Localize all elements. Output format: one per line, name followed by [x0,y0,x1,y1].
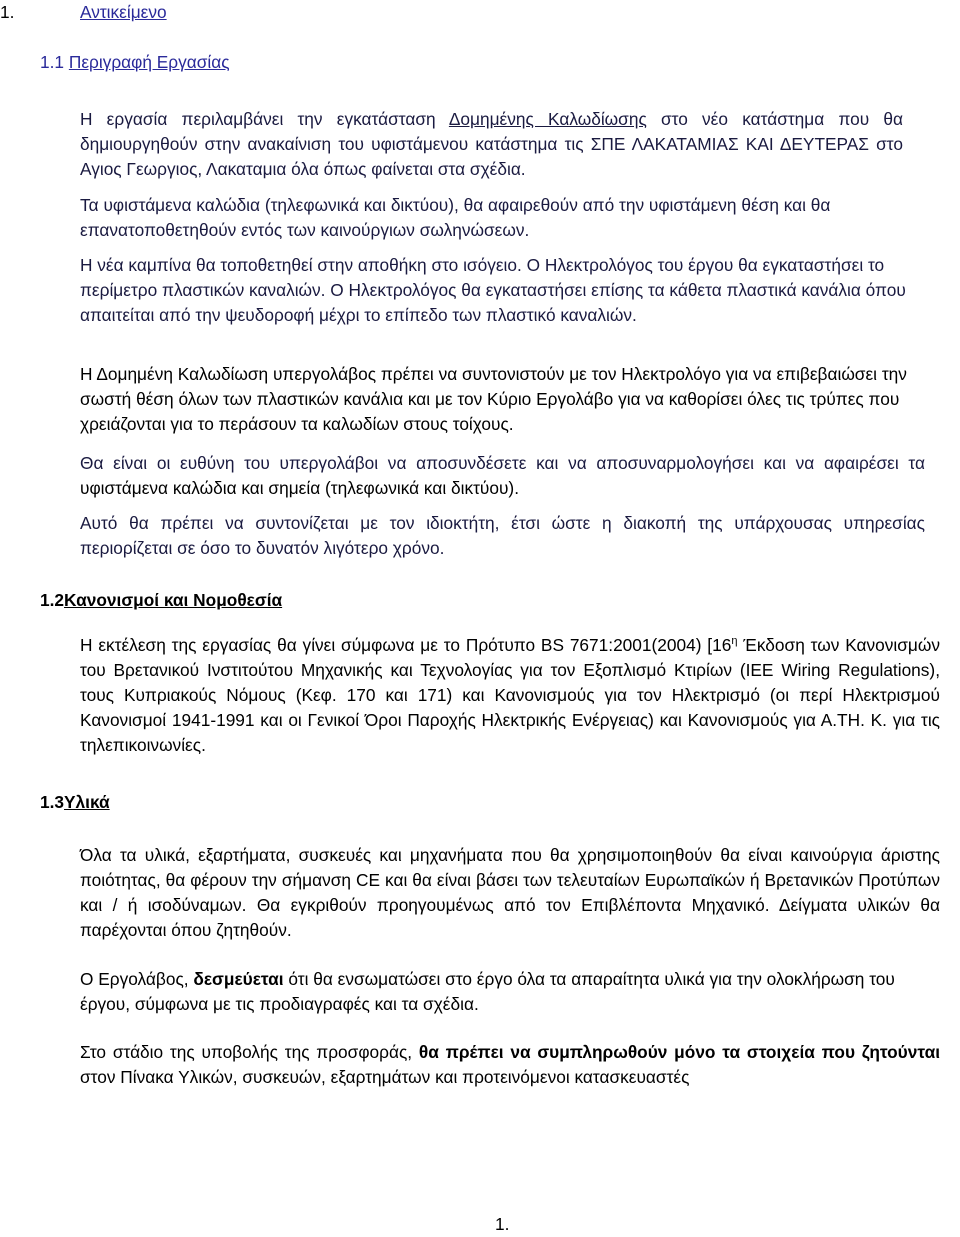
section-1-3-paragraph-2: Ο Εργολάβος, δεσμεύεται ότι θα ενσωματώσει στο έργο όλα τα απαραίτητα υλικά για την ολοκλήρωση του έργου, σύμφωνα με τις προδιαγραφές και τα σχέδια. [80,969,895,1014]
section-1-1-paragraph-3: Η νέα καμπίνα θα τοποθετηθεί στην αποθήκη στο ισόγειο. Ο Ηλεκτρολόγος του έργου θα εγκαταστήσει το περίμετρο πλαστικών καναλιών. Ο Ηλεκτρολόγος θα εγκαταστήσει επίσης τα κάθετα πλαστικά κανάλια όπου απαιτείται από την ψευδοροφή μέχρι το επίπεδο των πλαστικό καναλιών. [80,255,906,325]
page-number: 1. [495,1214,510,1234]
section-1-3-number: 1.3 [40,792,65,812]
section-1-2-number: 1.2 [40,590,65,610]
section-1-3-heading [40,790,110,815]
section-1-2-title: Κανονισμοί και Νομοθεσία [64,590,283,610]
section-1-1-paragraph-5: Θα είναι οι ευθύνη του υπεργολάβοι να αποσυνδέσετε και να αποσυναρμολογήσει και να αφαιρέσει τα υφιστάμενα καλώδια και σημεία (τηλεφωνικά και δικτύου). [80,453,925,498]
section-1-3-paragraph-3: Στο στάδιο της υποβολής της προσφοράς, θα πρέπει να συμπληρωθούν μόνο τα στοιχεία που ζητούνται στον Πίνακα Υλικών, συσκευών, εξαρτημάτων και προτεινόμενοι κατασκευαστές [80,1042,940,1087]
section-1-3-title: Υλικά [64,792,110,812]
section-1-1-paragraph-6: Αυτό θα πρέπει να συντονίζεται με τον ιδιοκτήτη, έτσι ώστε η διακοπή της υπάρχουσας υπηρεσίας περιορίζεται σε όσο το δυνατόν λιγότερο χρόνο. [80,513,925,558]
section-1-3-paragraph-1: Όλα τα υλικά, εξαρτήματα, συσκευές και μηχανήματα που θα χρησιμοποιηθούν θα είναι καινούργια άριστης ποιότητας, θα φέρουν την σήμανση CE και θα είναι βάσει των τελευταίων Ευρωπαϊκών ή Βρετανικών Προτύπων και / ή ισοδύναμων. Θα εγκριθούν προηγουμένως από τον Επιβλέποντα Μηχανικό. Δείγματα υλικών θα παρέχονται όπου ζητηθούν. [80,845,940,940]
section-1-1-heading [40,50,230,75]
heading-1-title: Αντικείμενο [80,2,167,22]
section-1-2-heading [40,588,282,613]
section-1-1-title: Περιγραφή Εργασίας [68,52,230,72]
section-1-1-paragraph-1: Η εργασία περιλαμβάνει την εγκατάσταση Δομημένης Καλωδίωσης στο νέο κατάστημα που θα δημιουργηθούν στην ανακαίνιση του υφιστάμενου κατάστημα τις ΣΠΕ ΛΑΚΑΤΑΜΙΑΣ ΚΑΙ ΔΕΥΤΕΡΑΣ στο Αγιος Γεωργιος, Λακαταμια όλα όπως φαίνεται στα σχέδια. [80,109,903,179]
section-1-1-paragraph-2: Τα υφιστάμενα καλώδια (τηλεφωνικά και δικτύου), θα αφαιρεθούν από την υφιστάμενη θέση και θα επανατοποθετηθούν εντός των καινούργιων σωληνώσεων. [80,195,831,240]
section-1-1-paragraph-4: Η Δομημένη Καλωδίωση υπεργολάβος πρέπει να συντονιστούν με τον Ηλεκτρολόγο για να επιβεβαιώσει την σωστή θέση όλων των πλαστικών κανάλια και με τον Κύριο Εργολάβο για να καθορίσει όλες τις τρύπες που χρειάζονται για το περάσουν τα καλωδίων στους τοίχους. [80,364,907,434]
section-1-1-number: 1.1 [40,52,65,72]
section-1-2-paragraph-1: Η εκτέλεση της εργασίας θα γίνει σύμφωνα με το Πρότυπο BS 7671:2001(2004) [$16^\eta$ Έκδοση των Κανονισμών του Βρετανικού Ινστιτούτου Μηχανικής και Τεχνολογίας για τον Εξοπλισμό Κτιρίων (IEE Wiring Regulations), τους Κυπριακούς Νόμους (Κεφ. 170 και 171) και Κανονισμούς για τον Ηλεκτρισμό (οι περί Ηλεκτρισμού Κανονισμοί 1941-1991 και οι Γενικοί Όροι Παροχής Ηλεκτρικής Ενέργειας) και Κανονισμούς για Α.ΤΗ. Κ. για τις τηλεπικοινωνίες. [80,635,940,755]
heading-1-number: 1. [0,2,15,22]
